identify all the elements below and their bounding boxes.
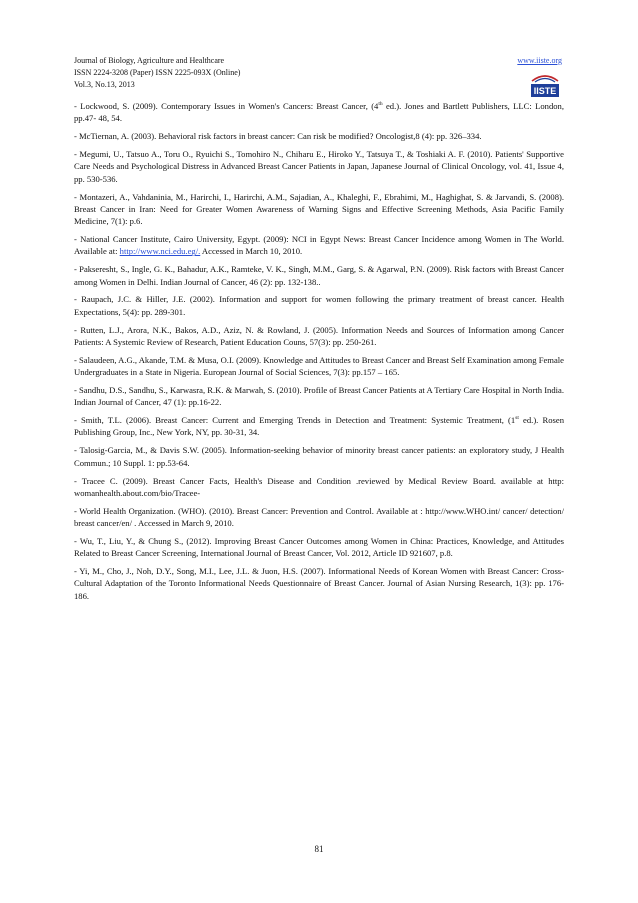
reference-text: - Rutten, L.J., Arora, N.K., Bakos, A.D., Aziz, N. & Rowland, J. (2005). Information Needs and Sources of Information among Cancer Patients: A Systemic Review of Research, Patient Education Couns, 57(3): pp. 250-261.	[74, 324, 564, 347]
reference-text-tail: Accessed in March 10, 2010.	[200, 246, 303, 257]
reference-entry	[74, 414, 564, 439]
reference-list	[74, 100, 564, 608]
reference-entry	[74, 191, 564, 228]
volume-line: Vol.3, No.13, 2013	[74, 80, 135, 89]
reference-text: - Sandhu, D.S., Sandhu, S., Karwasra, R.K. & Marwah, S. (2010). Profile of Breast Cancer Patients at A Tertiary Care Hospital in North India. Indian Journal of Cancer, 47 (1): pp.16-22.	[74, 384, 564, 408]
reference-entry	[74, 354, 564, 379]
iiste-logo	[528, 71, 562, 99]
reference-text-tail: ed.). Jones and Bartlett Publishers, LLC: London, pp.47- 48, 54.	[74, 101, 564, 124]
issn-line: ISSN 2224-3208 (Paper) ISSN 2225-093X (Online)	[74, 68, 241, 77]
reference-entry	[74, 384, 564, 409]
reference-text: - Smith, T.L. (2006). Breast Cancer: Current and Emerging Trends in Detection and Treatment: Systemic Treatment, (1	[74, 415, 516, 426]
reference-text: - Tracee C. (2009). Breast Cancer Facts, Health's Disease and Condition .reviewed by Medical Review Board. available at http: womanhealth.about.com/bio/Tracee-	[74, 475, 564, 498]
reference-superscript: st	[515, 415, 519, 422]
page-header	[74, 55, 562, 91]
reference-text: - Montazeri, A., Vahdaninia, M., Harirchi, I., Harirchi, A.M., Sajadian, A., Khaleghi, F., Ebrahimi, M., Haghighat, S. & Jarvandi, S. (2008). Breast Cancer in Iran: Need for Greater Women Awareness of Warning Signs and Effective Screening Methods, Asia Pacific Family Medicine, 7(1): p.6.	[74, 191, 564, 227]
reference-entry	[74, 324, 564, 349]
reference-entry	[74, 475, 564, 500]
reference-entry	[74, 130, 564, 142]
reference-text: - Pakseresht, S., Ingle, G. K., Bahadur, A.K., Ramteke, V. K., Singh, M.M., Garg, S. & Agarwal, P.N. (2009). Risk factors with Breast Cancer among Women in Delhi. Indian Journal of Cancer, 46 (2): pp. 132-138..	[74, 264, 564, 287]
reference-entry	[74, 505, 564, 530]
reference-text: - McTiernan, A. (2003). Behavioral risk factors in breast cancer: Can risk be modified? Oncologist,8 (4): pp. 326–334.	[74, 131, 482, 142]
reference-text: - Lockwood, S. (2009). Contemporary Issues in Women's Cancers: Breast Cancer, (4	[74, 101, 379, 111]
page-number: 81	[314, 844, 324, 854]
reference-text: - Megumi, U., Tatsuo A., Toru O., Ryuichi S., Tomohiro N., Chiharu E., Hiroko Y., Tatsuya T., & Toshiaki A. F. (2010). Patients' Supportive Care Needs and Psychological Distress in Advanced Breast Cancer Patients in Japan, Japanese Journal of Clinical Oncology, vol. 41, Issue 4, pp. 530-536.	[74, 149, 564, 184]
reference-entry	[74, 100, 564, 125]
reference-entry	[74, 148, 564, 185]
reference-entry	[74, 444, 564, 469]
reference-superscript: th	[378, 101, 383, 108]
reference-text-tail: ed.). Rosen Publishing Group, Inc., New York, NY, pp. 30-31, 34.	[74, 415, 564, 438]
reference-text: - Wu, T., Liu, Y., & Chung S., (2012). Improving Breast Cancer Outcomes among Women in China: Practices, Knowledge, and Attitudes Related to Breast Cancer Screening, International Journal of Breast Cancer, Vol. 2012, Article ID 921607, p.8.	[74, 535, 564, 559]
reference-text: - National Cancer Institute, Cairo University, Egypt. (2009): NCI in Egypt News: Breast Cancer Incidence among Women in The World. Available at:	[74, 234, 564, 257]
reference-text: - Talosig-Garcia, M., & Davis S.W. (2005). Information-seeking behavior of minority breast cancer patients: an exploratory study, J Health Commun.; 10 Suppl. 1: pp.53-64.	[74, 445, 564, 468]
reference-text: - World Health Organization. (WHO). (2010). Breast Cancer: Prevention and Control. Available at : http://www.WHO.int/ cancer/ detection/ breast cancer/en/ . Accessed in March 9, 2010.	[74, 505, 564, 529]
reference-entry	[74, 565, 564, 602]
website-link[interactable]: www.iiste.org	[517, 56, 562, 65]
reference-text: - Raupach, J.C. & Hiller, J.E. (2002). Information and support for women following the primary treatment of breast cancer. Health Expectations, 5(4): pp. 289-301.	[74, 294, 564, 317]
reference-entry	[74, 263, 564, 288]
reference-text: - Yi, M., Cho, J., Noh, D.Y., Song, M.I., Lee, J.L. & Juon, H.S. (2007). Informational Needs of Korean Women with Breast Cancer: Cross-Cultural Adaptation of the Toronto Informational Needs Questionnaire of Breast Cancer. Journal of Asian Nursing Research, 1(3): pp. 176-186.	[74, 566, 564, 601]
reference-entry	[74, 293, 564, 318]
reference-entry	[74, 233, 564, 258]
journal-title: Journal of Biology, Agriculture and Healthcare	[74, 56, 225, 65]
reference-link[interactable]: http://www.nci.edu.eg/.	[119, 246, 201, 257]
reference-entry	[74, 535, 564, 560]
logo-text: IISTE	[533, 86, 557, 96]
reference-text: - Salaudeen, A.G., Akande, T.M. & Musa, O.I. (2009). Knowledge and Attitudes to Breast Cancer and Breast Self Examination among Female Undergraduates in a State in Nigeria. European Journal of Social Sciences, 7(3): pp.157 – 165.	[74, 354, 564, 378]
